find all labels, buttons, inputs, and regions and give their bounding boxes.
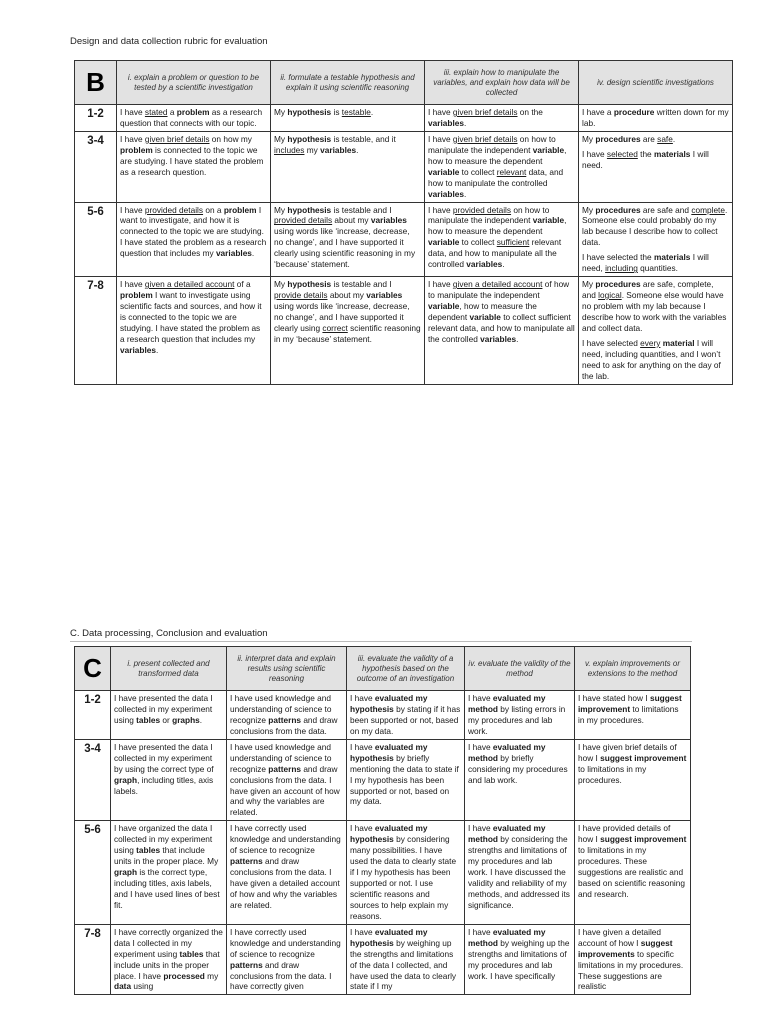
descriptor-text (468, 693, 571, 737)
text-run: by stating if it has been supported or not, based on my data. (350, 703, 461, 736)
key-term: suggest improvement (600, 752, 687, 763)
rubric-c-header-row (75, 647, 691, 691)
emphasis-text: provide details (274, 290, 328, 301)
emphasis-text: logical (598, 290, 622, 301)
descriptor-cell (111, 924, 227, 995)
descriptor-text (582, 134, 729, 145)
text-run: I have selected (582, 337, 641, 348)
section-divider (70, 641, 692, 642)
text-run: I have used knowledge and understanding of science to recognize (230, 741, 332, 774)
key-term: tables (179, 948, 204, 959)
text-run: I have (350, 693, 375, 703)
text-run: I have a (582, 107, 614, 117)
key-term: variables (428, 188, 464, 199)
key-term: variable (532, 144, 565, 155)
descriptor-text (230, 742, 343, 819)
text-run: My (582, 133, 596, 144)
descriptor-cell (271, 131, 425, 202)
rubric-row (75, 821, 691, 924)
rubric-row (75, 924, 691, 995)
descriptor-text (114, 823, 223, 911)
key-term: evaluated my method (468, 823, 546, 845)
key-term: tables (136, 714, 161, 725)
text-run: is testable, and it (331, 133, 396, 144)
emphasis-text: every (640, 337, 661, 348)
descriptor-cell (111, 691, 227, 740)
text-run: My (274, 133, 288, 144)
key-term: evaluated my hypothesis (350, 926, 428, 948)
rubric-b-body (75, 105, 733, 385)
text-run: on how to manipulate the independent (428, 133, 556, 155)
text-run: a (167, 107, 177, 117)
descriptor-text (120, 134, 267, 178)
key-term: evaluated my method (468, 926, 546, 948)
text-run: I have used knowledge and understanding of science to recognize (230, 693, 332, 725)
text-run: and draw conclusions from the data. I have given an account of how and why the variables are related. (230, 763, 340, 818)
text-run: I have correctly used knowledge and understanding of science to recognize (230, 823, 341, 856)
achievement-level: 7-8 (75, 924, 111, 995)
text-run: of how to manipulate the independent (428, 279, 570, 301)
descriptor-text (468, 823, 571, 911)
descriptor-cell (227, 924, 347, 995)
text-run: My (274, 279, 288, 290)
key-term: patterns (268, 714, 302, 725)
rubric-row (75, 739, 691, 821)
achievement-level: 3-4 (75, 739, 111, 821)
text-run: , including titles, axis labels. (114, 774, 214, 796)
text-run: to limitations in my procedures. (578, 703, 679, 725)
descriptor-text (428, 205, 575, 271)
descriptor-cell (465, 739, 575, 821)
text-run: . (463, 188, 467, 199)
key-term: variable (469, 311, 501, 322)
rubric-b-header-i: i. explain a problem or question to be tested by a scientific investigation (117, 61, 271, 105)
descriptor-text (274, 205, 421, 271)
text-run: or (160, 714, 173, 725)
descriptor-text (274, 134, 421, 156)
descriptor-text (578, 823, 687, 900)
text-run: I have (120, 204, 145, 215)
text-run: written down for my lab. (582, 107, 729, 128)
text-run: by briefly mentioning the data to state if I my hypothesis has been supported or not, based on my data. (350, 752, 459, 807)
descriptor-cell (347, 924, 465, 995)
key-term: patterns (230, 959, 263, 970)
text-run: . Someone else would have no problem with my lab because I describe how to work with the variables and collect data. (582, 290, 727, 333)
emphasis-text: provided details (452, 204, 512, 215)
key-term: variable (428, 301, 460, 311)
key-term: material (662, 337, 695, 348)
text-run: . (251, 248, 255, 259)
descriptor-cell (271, 105, 425, 132)
descriptor-text (428, 134, 575, 200)
key-term: problem (120, 144, 153, 155)
descriptor-cell (117, 105, 271, 132)
text-run: to specific limitations in my procedures. These suggestions are realistic (578, 948, 684, 992)
text-run: I have (428, 279, 453, 290)
descriptor-text (230, 693, 343, 737)
text-run: . (672, 133, 676, 144)
descriptor-text (114, 693, 223, 726)
text-run: on how my (209, 133, 252, 144)
text-run: the (637, 148, 654, 159)
achievement-level: 1-2 (75, 105, 117, 132)
text-run: I have (428, 107, 453, 117)
descriptor-cell (227, 691, 347, 740)
rubric-c-title: C. Data processing, Conclusion and evaluation (70, 628, 268, 639)
descriptor-text (428, 107, 575, 129)
descriptor-text (114, 927, 223, 993)
key-term: problem (223, 204, 257, 215)
text-run: on a (203, 204, 224, 215)
key-term: hypothesis (287, 107, 332, 117)
descriptor-cell (579, 202, 733, 277)
rubric-row (75, 691, 691, 740)
emphasis-text: given a detailed account (452, 279, 543, 290)
text-run: I will need, (582, 252, 709, 274)
text-run: quantities. (637, 263, 678, 274)
descriptor-text (274, 107, 421, 118)
rubric-c-header-i: i. present collected and transformed data (111, 647, 227, 691)
key-term: evaluated my method (468, 741, 546, 763)
descriptor-cell (575, 821, 691, 924)
rubric-b-header-iv: iv. design scientific investigations (579, 61, 733, 105)
text-run: on the (517, 107, 543, 117)
key-term: hypothesis (287, 279, 332, 290)
descriptor-cell (117, 131, 271, 202)
descriptor-cell (579, 277, 733, 384)
text-run: , how to measure the dependent (428, 215, 567, 237)
text-run: is the correct type, including titles, axis labels, and I have used lines of best fit. (114, 867, 220, 910)
text-run: . (516, 333, 519, 344)
descriptor-text (582, 279, 729, 334)
text-run: about my (327, 290, 367, 301)
descriptor-cell (465, 691, 575, 740)
emphasis-text: given brief details (452, 107, 518, 117)
descriptor-text (578, 742, 687, 786)
descriptor-cell (575, 691, 691, 740)
descriptor-cell (227, 821, 347, 924)
rubric-table-c (74, 646, 691, 995)
text-run: I have (350, 823, 375, 834)
text-run: using words like ‘increase, decrease, no change’, and I have supported it clearly using scientific reasoning in my ‘because’ statement. (274, 226, 416, 270)
text-run: and draw conclusions from the data. I have correctly given (230, 959, 332, 992)
key-term: evaluated my hypothesis (350, 741, 428, 763)
text-run: that include units in the proper place. I have (114, 948, 220, 981)
descriptor-text (578, 927, 687, 993)
rubric-c-body (75, 691, 691, 995)
text-run: I have presented the data I collected in my experiment using (114, 693, 213, 725)
descriptor-text (582, 252, 729, 274)
key-term: evaluated my method (468, 693, 546, 714)
descriptor-text (582, 205, 729, 249)
text-run: I have stated how I (578, 693, 650, 703)
text-run: scientific reasoning in my ‘because’ statement. (274, 322, 421, 344)
descriptor-cell (425, 202, 579, 277)
text-run: I have (468, 693, 493, 703)
rubric-c-header-iii: iii. evaluate the validity of a hypothesis based on the outcome of an investigation (347, 647, 465, 691)
text-run: are safe and (640, 204, 692, 215)
descriptor-text (114, 742, 223, 797)
achievement-level: 3-4 (75, 131, 117, 202)
rubric-row (75, 105, 733, 132)
key-term: variable (428, 237, 460, 248)
key-term: procedures (595, 133, 641, 144)
text-run: to collect (459, 166, 497, 177)
key-term: patterns (268, 763, 302, 774)
descriptor-text (578, 693, 687, 726)
key-term: procedures (595, 279, 641, 290)
text-run: of a (234, 279, 251, 290)
text-run: I have (350, 741, 375, 752)
rubric-c-header-v: v. explain improvements or extensions to the method (575, 647, 691, 691)
text-run: by weighing up the strengths and limitations of the data I collected, and have used the data to clearly state if I my (350, 937, 457, 992)
emphasis-text: sufficient (496, 237, 530, 248)
text-run: . Someone else could probably do my lab because I describe how to collect data. (582, 204, 728, 248)
text-run: I have (468, 741, 493, 752)
text-run: I have correctly used knowledge and understanding of science to recognize (230, 926, 341, 959)
text-run: My (582, 279, 596, 290)
text-run: I will need. (582, 148, 709, 170)
criterion-letter-c: C (75, 647, 111, 691)
descriptor-text (350, 693, 461, 737)
text-run: , how to measure the dependent (428, 301, 537, 322)
text-run: by listing errors in my procedures and lab work. (468, 703, 566, 736)
text-run: I want to investigate using scientific facts and sources, and how it is connected to the topic we are studying. I have stated the problem as a research question that includes my (120, 290, 262, 344)
text-run: on how to manipulate the independent (428, 204, 550, 226)
key-term: variable (532, 215, 565, 226)
text-run: I have (468, 926, 493, 937)
key-term: graph (114, 774, 138, 785)
achievement-level: 1-2 (75, 691, 111, 740)
descriptor-cell (271, 202, 425, 277)
text-run: . (155, 344, 159, 355)
text-run: , how to measure the dependent (428, 144, 567, 166)
key-term: materials (653, 148, 691, 159)
text-run: I have organized the data I collected in my experiment using (114, 823, 213, 856)
achievement-level: 7-8 (75, 277, 117, 384)
text-run: I have correctly organized the data I collected in my experiment using (114, 926, 223, 959)
descriptor-text (468, 742, 571, 786)
key-term: data (114, 981, 132, 992)
emphasis-text: testable (341, 107, 371, 117)
rubric-row (75, 131, 733, 202)
key-term: suggest improvements (578, 937, 673, 959)
achievement-level: 5-6 (75, 202, 117, 277)
text-run: as a research question that connects with our topic. (120, 107, 263, 128)
text-run: I have (120, 133, 145, 144)
key-term: variables (480, 333, 517, 344)
key-term: hypothesis (287, 133, 332, 144)
rubric-b-header-iii: iii. explain how to manipulate the variables, and explain how data will be collected (425, 61, 579, 105)
descriptor-cell (575, 924, 691, 995)
descriptor-text (582, 338, 729, 382)
text-run: I have selected the (582, 252, 654, 263)
key-term: variables (428, 117, 464, 128)
text-run: to limitations in my procedures. These suggestions are realistic and based on scientific reasoning and research. (578, 845, 686, 899)
text-run: I have given brief details of how I (578, 741, 677, 763)
emphasis-text: given brief details (144, 133, 210, 144)
descriptor-cell (425, 277, 579, 384)
text-run: and draw conclusions from the data. (230, 714, 338, 736)
descriptor-cell (347, 821, 465, 924)
descriptor-cell (465, 924, 575, 995)
emphasis-text: includes (274, 144, 305, 155)
text-run: by considering many possibilities. I have used the data to clearly state if I my hypothesis has been supported or not. I use scientific reasons and sources to help explain my reasons. (350, 834, 457, 921)
text-run: relevant data, and how to manipulate all the controlled (428, 237, 562, 270)
descriptor-cell (579, 105, 733, 132)
text-run: that include units in the proper place. My (114, 845, 219, 867)
descriptor-text (428, 279, 575, 345)
text-run: using (131, 981, 154, 992)
descriptor-text (120, 205, 267, 260)
text-run: I have (350, 926, 375, 937)
text-run: I have (120, 279, 145, 290)
text-run: I have given a detailed account of how I (578, 926, 662, 948)
descriptor-cell (347, 739, 465, 821)
descriptor-text (120, 279, 267, 356)
key-term: procedures (595, 204, 641, 215)
descriptor-cell (227, 739, 347, 821)
key-term: variables (120, 344, 156, 355)
text-run: to collect (459, 237, 497, 248)
text-run: My (274, 204, 288, 215)
rubric-row (75, 277, 733, 384)
emphasis-text: safe (657, 133, 673, 144)
key-term: processed (163, 970, 205, 981)
descriptor-text (582, 107, 729, 129)
descriptor-cell (117, 202, 271, 277)
text-run: by briefly considering my procedures and lab work. (468, 752, 568, 785)
descriptor-text (582, 149, 729, 171)
descriptor-cell (425, 131, 579, 202)
key-term: variables (366, 290, 403, 301)
text-run: . (463, 117, 467, 128)
text-run: and draw conclusions from the data. I have given a detailed account of how and why the variables are related. (230, 856, 340, 910)
key-term: hypothesis (287, 204, 332, 215)
key-term: materials (653, 252, 691, 263)
descriptor-text (350, 927, 461, 993)
key-term: variable (428, 166, 460, 177)
text-run: I want to investigate, and how it is connected to the topic we are studying. I have stated the problem as a research question that includes my (120, 204, 267, 259)
key-term: evaluated my hypothesis (350, 823, 428, 845)
emphasis-text: given a detailed account (144, 279, 235, 290)
text-run: are (640, 133, 658, 144)
text-run: by considering the strengths and limitations of my procedures and lab work. I have discussed the validity and reliability of my methods, and addressed its significance. (468, 834, 570, 910)
emphasis-text: complete (691, 204, 725, 215)
emphasis-text: selected (606, 148, 638, 159)
text-run: . (370, 107, 374, 117)
descriptor-cell (347, 691, 465, 740)
text-run: to limitations in my procedures. (578, 763, 647, 785)
text-run: by weighing up the strengths and limitations of my procedures and lab work. I have specifically (468, 937, 570, 981)
text-run: I have (120, 107, 145, 117)
key-term: problem (176, 107, 210, 117)
text-run: is (331, 107, 342, 117)
text-run: is testable and I (331, 279, 392, 290)
text-run: I have (468, 823, 493, 834)
rubric-table-b (74, 60, 733, 385)
text-run: is testable and I (331, 204, 392, 215)
descriptor-text (274, 279, 421, 345)
key-term: variables (215, 248, 252, 259)
emphasis-text: including (605, 263, 638, 274)
key-term: variables (320, 144, 357, 155)
descriptor-cell (111, 821, 227, 924)
text-run: I have provided details of how I (578, 823, 671, 845)
key-term: suggest improvement (578, 693, 682, 714)
rubric-b-title: Design and data collection rubric for evaluation (70, 36, 268, 47)
key-term: graph (114, 867, 138, 878)
text-run: . (199, 714, 203, 725)
text-run: I have (428, 204, 453, 215)
text-run: using words like ‘increase, decrease, no change’, and I have supported it clearly using (274, 301, 410, 333)
emphasis-text: provided details (144, 204, 204, 215)
descriptor-text (350, 742, 461, 808)
text-run: . (356, 144, 359, 155)
text-run: I have (582, 148, 607, 159)
rubric-c-header-iv: iv. evaluate the validity of the method (465, 647, 575, 691)
descriptor-text (468, 927, 571, 982)
rubric-row (75, 202, 733, 277)
rubric-b-header-ii: ii. formulate a testable hypothesis and explain it using scientific reasoning (271, 61, 425, 105)
descriptor-cell (579, 131, 733, 202)
descriptor-text (230, 927, 343, 993)
emphasis-text: correct (322, 322, 348, 333)
text-run: My (582, 204, 596, 215)
emphasis-text: provided details (274, 215, 333, 226)
text-run: I have presented the data I collected in my experiment by using the correct type of (114, 741, 214, 774)
text-run: . (502, 259, 505, 270)
key-term: evaluated my hypothesis (350, 693, 428, 714)
key-term: patterns (230, 856, 263, 867)
emphasis-text: relevant (496, 166, 527, 177)
text-run: my (304, 144, 321, 155)
descriptor-text (350, 823, 461, 921)
text-run: are safe, complete, and (582, 279, 714, 301)
descriptor-cell (465, 821, 575, 924)
key-term: variables (466, 259, 503, 270)
key-term: variables (370, 215, 407, 226)
criterion-letter-b: B (75, 61, 117, 105)
key-term: tables (136, 845, 161, 856)
text-run: is connected to the topic we are studying. I have stated the problem as a research question. (120, 144, 264, 177)
achievement-level: 5-6 (75, 821, 111, 924)
emphasis-text: stated (144, 107, 168, 117)
key-term: graphs (172, 714, 200, 725)
text-run: My (274, 107, 288, 117)
descriptor-cell (575, 739, 691, 821)
descriptor-text (120, 107, 267, 129)
text-run: my (204, 970, 219, 981)
descriptor-cell (111, 739, 227, 821)
rubric-c-header-ii: ii. interpret data and explain results using scientific reasoning (227, 647, 347, 691)
text-run: data, and how to manipulate the controlled (428, 166, 564, 188)
key-term: problem (120, 290, 153, 301)
descriptor-cell (117, 277, 271, 384)
text-run: I have (428, 133, 453, 144)
descriptor-cell (271, 277, 425, 384)
text-run: about my (332, 215, 371, 226)
key-term: suggest improvement (600, 834, 687, 845)
descriptor-cell (425, 105, 579, 132)
key-term: procedure (613, 107, 655, 117)
rubric-b-header-row (75, 61, 733, 105)
text-run: to collect sufficient relevant data, and how to manipulate all the controlled (428, 311, 575, 344)
descriptor-text (230, 823, 343, 911)
emphasis-text: given brief details (452, 133, 518, 144)
text-run: I will need, including quantities, and I won’t need to ask for anything on the day of the lab. (582, 337, 721, 381)
